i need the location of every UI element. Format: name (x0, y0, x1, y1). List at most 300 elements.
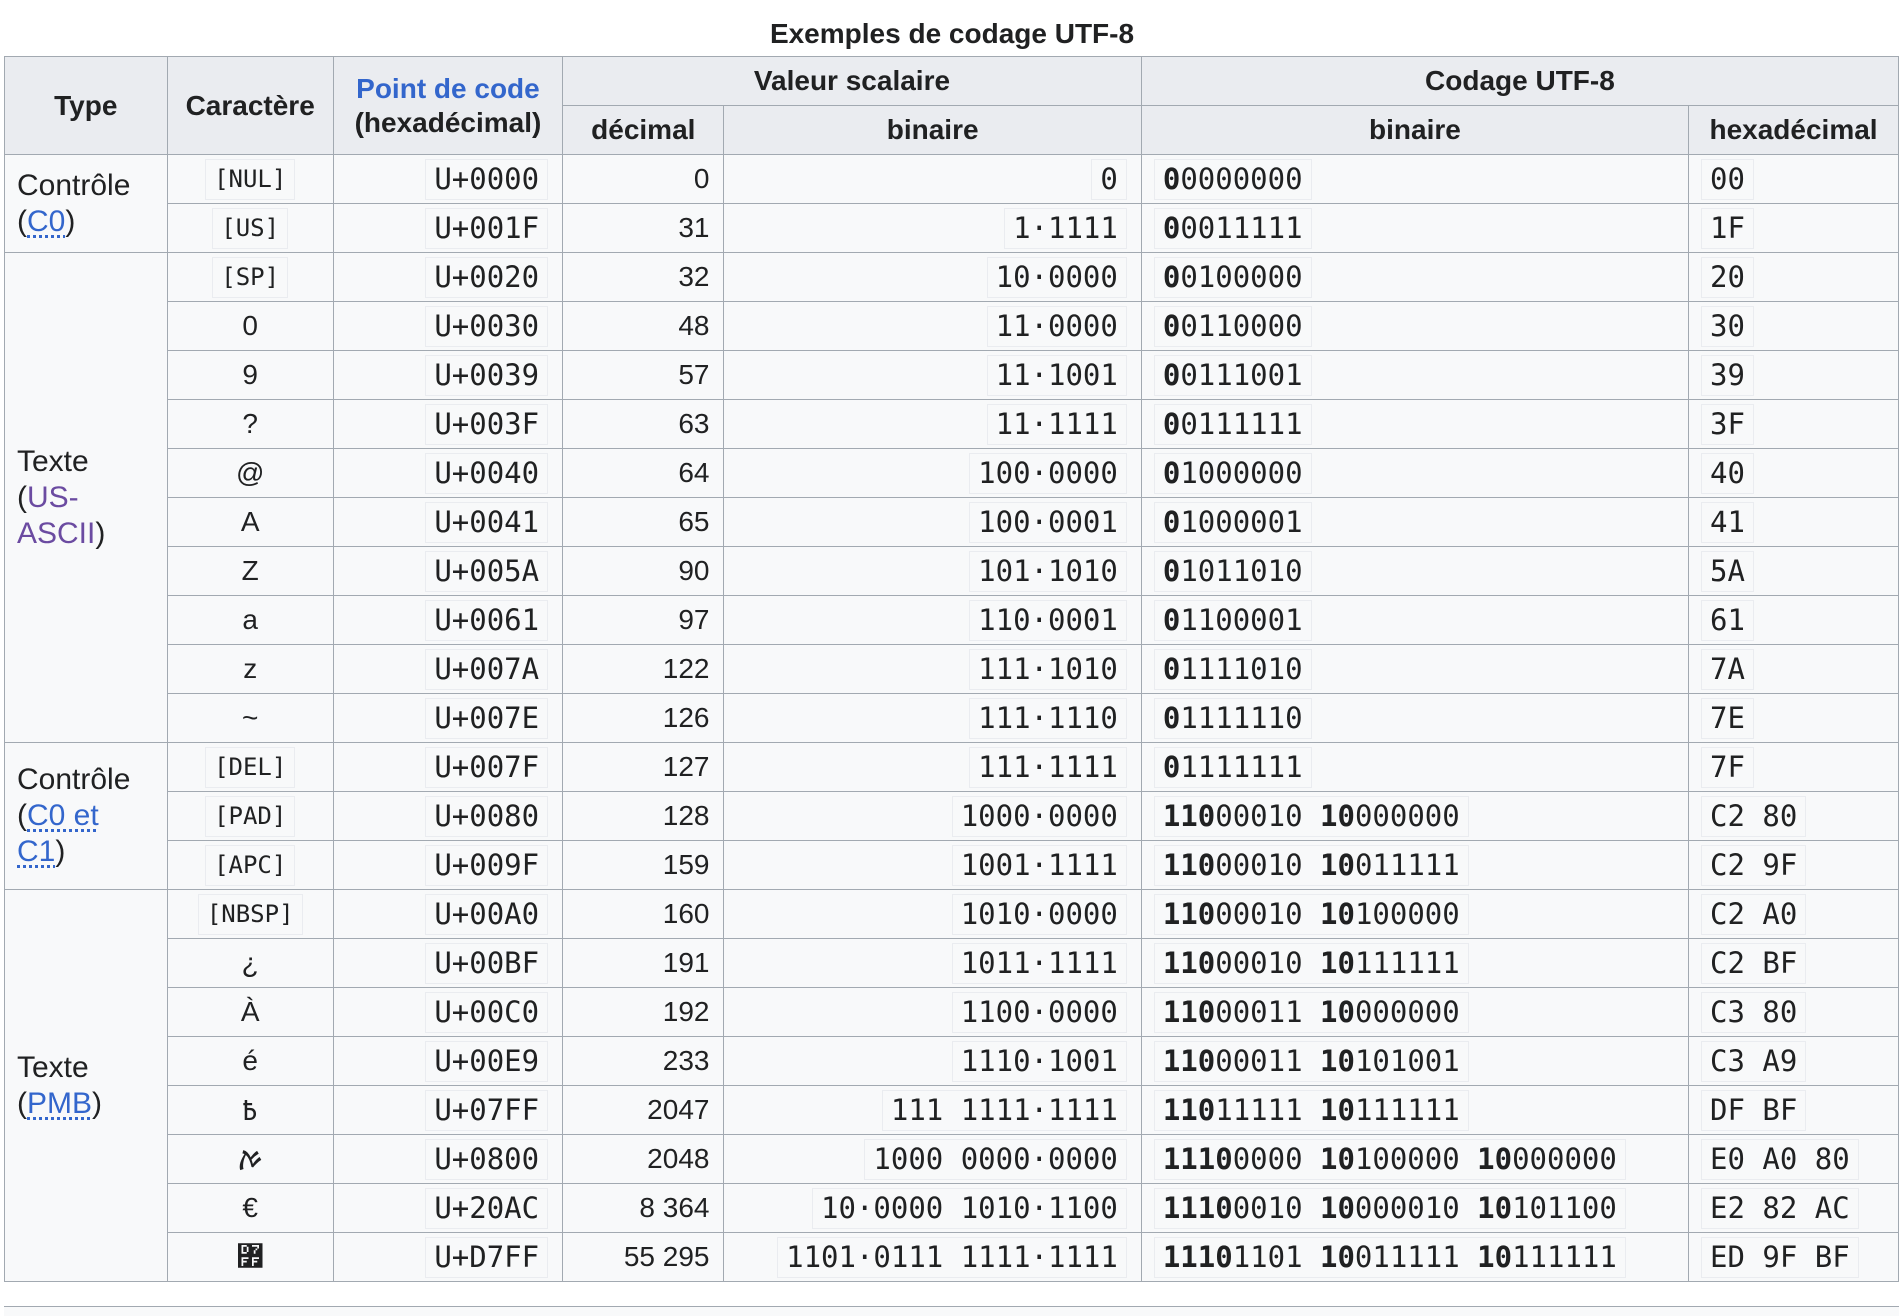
binary-code: 111·1010 (969, 649, 1127, 690)
decimal-cell: 192 (563, 988, 724, 1037)
utf8-binary-code (1154, 1090, 1469, 1131)
utf8-binary-cell (1141, 449, 1688, 498)
utf8-binary-code (1154, 943, 1469, 984)
codepoint-code: U+005A (425, 551, 548, 592)
utf8-binary-code (1154, 1139, 1626, 1180)
utf8-payload: 100000 (1354, 896, 1460, 931)
utf8-lead-bits: 0 (1162, 161, 1181, 196)
type-cell (5, 743, 168, 890)
hex-code: 41 (1701, 502, 1754, 543)
utf8-binary-code (1154, 796, 1469, 837)
utf8-payload: 0111001 (1180, 357, 1303, 392)
hex-code: C2 9F (1701, 845, 1806, 886)
codepoint-cell (333, 547, 562, 596)
type-link[interactable]: C0 et C1 (17, 799, 99, 868)
table-row (5, 988, 1899, 1037)
utf8-cont-bits: 10 (1477, 1141, 1513, 1176)
binary-cell (724, 547, 1141, 596)
table-row (5, 498, 1899, 547)
utf8-cont-bits: 10 (1320, 1092, 1355, 1127)
codepoint-cell (333, 351, 562, 400)
utf8-payload: 101001 (1354, 1043, 1460, 1078)
utf8-cont-bits: 10 (1320, 896, 1355, 931)
utf8-binary-code (1154, 551, 1312, 592)
type-close-paren: ) (55, 835, 66, 868)
table-row (5, 1086, 1899, 1135)
hex-code: C3 80 (1701, 992, 1806, 1033)
utf8-cont-bits: 10 (1320, 1043, 1355, 1078)
table-row (5, 547, 1899, 596)
codepoint-code: U+07FF (425, 1090, 548, 1131)
binary-code: 111·1111 (969, 747, 1127, 788)
table-row (5, 449, 1899, 498)
binary-cell (724, 204, 1141, 253)
char-code: [US] (212, 208, 288, 249)
utf8-payload: 0100000 (1180, 259, 1303, 294)
utf8-payload: 0111111 (1180, 406, 1303, 441)
hex-code: 3F (1701, 404, 1754, 445)
hex-cell (1689, 1135, 1899, 1184)
binary-code: 11·1111 (987, 404, 1127, 445)
utf8-lead-bits: 1110 (1162, 1141, 1233, 1176)
binary-code: 100·0000 (969, 453, 1127, 494)
hex-cell (1689, 1233, 1899, 1282)
codepoint-code: U+20AC (425, 1188, 548, 1229)
char-cell (167, 253, 333, 302)
utf8-binary-cell (1141, 302, 1688, 351)
codepoint-code: U+00C0 (425, 992, 548, 1033)
utf8-binary-cell (1141, 988, 1688, 1037)
decimal-cell: 48 (563, 302, 724, 351)
char-cell (167, 596, 333, 645)
codepoint-code: U+0020 (425, 257, 548, 298)
decimal-cell: 63 (563, 400, 724, 449)
binary-code: 1010·0000 (952, 894, 1127, 935)
char-value: ¿ (241, 947, 259, 978)
table-row (5, 204, 1899, 253)
utf8-binary-cell (1141, 792, 1688, 841)
table-row (5, 155, 1899, 204)
type-label: Texte (17, 1050, 89, 1084)
char-value: @ (235, 457, 265, 488)
type-link[interactable]: US-ASCII (17, 480, 96, 550)
header-utf8: Codage UTF-8 (1141, 57, 1898, 106)
codepoint-cell (333, 155, 562, 204)
hex-code: 30 (1701, 306, 1754, 347)
char-value: À (240, 996, 260, 1027)
utf8-binary-cell (1141, 645, 1688, 694)
hex-code: ED 9F BF (1701, 1237, 1859, 1278)
utf8-lead-bits: 1110 (1162, 1239, 1233, 1274)
utf8-payload: 011111 (1354, 847, 1460, 882)
codepoint-code: U+009F (425, 845, 548, 886)
utf8-lead-bits: 110 (1162, 1092, 1216, 1127)
header-hex: hexadécimal (1689, 106, 1899, 155)
hex-code: C3 A9 (1701, 1041, 1806, 1082)
decimal-cell: 57 (563, 351, 724, 400)
utf8-binary-cell (1141, 939, 1688, 988)
codepoint-cell (333, 743, 562, 792)
codepoint-code: U+0800 (425, 1139, 548, 1180)
utf8-binary-code (1154, 355, 1312, 396)
decimal-cell: 159 (563, 841, 724, 890)
utf8-binary-cell (1141, 1037, 1688, 1086)
char-value: ߿ (242, 1095, 259, 1126)
hex-cell (1689, 596, 1899, 645)
utf8-binary-cell (1141, 1135, 1688, 1184)
hex-code: DF BF (1701, 1090, 1806, 1131)
utf8-payload: 0010 (1232, 1190, 1303, 1225)
hex-code: 61 (1701, 600, 1754, 641)
binary-cell (724, 939, 1141, 988)
hex-code: 5A (1701, 551, 1754, 592)
char-value: € (242, 1192, 258, 1223)
table-caption: Exemples de codage UTF-8 (769, 18, 1135, 49)
utf8-binary-cell (1141, 890, 1688, 939)
codepoint-cell (333, 1135, 562, 1184)
utf8-payload: 0000000 (1180, 161, 1303, 196)
utf8-lead-bits: 0 (1162, 504, 1181, 539)
utf8-binary-cell (1141, 204, 1688, 253)
char-value: A (240, 506, 260, 537)
decimal-cell: 2047 (563, 1086, 724, 1135)
codepoint-code: U+D7FF (425, 1237, 548, 1278)
hex-code: 40 (1701, 453, 1754, 494)
utf8-binary-code (1154, 698, 1312, 739)
utf8-binary-cell (1141, 743, 1688, 792)
codepoint-cell (333, 204, 562, 253)
binary-code: 1·1111 (1004, 208, 1127, 249)
utf8-lead-bits: 0 (1162, 553, 1181, 588)
char-cell (167, 939, 333, 988)
hex-code: 7A (1701, 649, 1754, 690)
hex-code: C2 A0 (1701, 894, 1806, 935)
codepoint-code: U+007E (425, 698, 548, 739)
hex-cell (1689, 1037, 1899, 1086)
utf8-payload: 1000000 (1180, 455, 1303, 490)
binary-code: 1100·0000 (952, 992, 1127, 1033)
type-close-paren: ) (95, 516, 106, 550)
utf8-cont-bits: 10 (1320, 945, 1355, 980)
binary-code: 101·1010 (969, 551, 1127, 592)
utf8-payload: 1100001 (1180, 602, 1303, 637)
codepoint-cell (333, 694, 562, 743)
hex-code: C2 BF (1701, 943, 1806, 984)
binary-cell (724, 792, 1141, 841)
binary-code: 10·0000 1010·1100 (812, 1188, 1127, 1229)
codepoint-code: U+0061 (425, 600, 548, 641)
codepoint-code: U+0000 (425, 159, 548, 200)
utf8-binary-code (1154, 306, 1312, 347)
char-cell (167, 645, 333, 694)
binary-code: 1101·0111 1111·1111 (777, 1237, 1127, 1278)
codepoint-cell (333, 1184, 562, 1233)
utf8-binary-code (1154, 992, 1469, 1033)
utf8-binary-cell (1141, 498, 1688, 547)
utf8-payload: 11111 (1215, 1092, 1303, 1127)
utf8-payload: 1011010 (1180, 553, 1303, 588)
utf8-payload: 111111 (1512, 1239, 1617, 1274)
utf8-lead-bits: 1110 (1162, 1190, 1233, 1225)
decimal-cell: 191 (563, 939, 724, 988)
binary-cell (724, 890, 1141, 939)
type-open-paren: ( (17, 204, 27, 238)
char-value: a (242, 604, 258, 635)
utf8-lead-bits: 110 (1162, 994, 1216, 1029)
char-value: é (242, 1045, 258, 1076)
binary-cell (724, 841, 1141, 890)
char-cell (167, 1184, 333, 1233)
utf8-lead-bits: 0 (1162, 651, 1181, 686)
utf8-lead-bits: 0 (1162, 602, 1181, 637)
char-code: [APC] (205, 845, 295, 886)
utf8-binary-code (1154, 845, 1469, 886)
decimal-cell: 122 (563, 645, 724, 694)
header-type: Type (5, 57, 168, 155)
char-cell (167, 988, 333, 1037)
utf8-lead-bits: 110 (1162, 945, 1216, 980)
table-row (5, 1135, 1899, 1184)
utf8-payload: 00010 (1215, 798, 1303, 833)
utf8-payload: 1111010 (1180, 651, 1303, 686)
utf8-cont-bits: 10 (1320, 1239, 1355, 1274)
binary-code: 100·0001 (969, 502, 1127, 543)
char-cell (167, 302, 333, 351)
utf8-binary-code (1154, 1041, 1469, 1082)
hex-cell (1689, 841, 1899, 890)
hex-cell (1689, 302, 1899, 351)
utf8-binary-cell (1141, 694, 1688, 743)
hex-cell (1689, 939, 1899, 988)
utf8-payload: 011111 (1354, 1239, 1460, 1274)
utf8-payload: 1111110 (1180, 700, 1303, 735)
utf8-lead-bits: 110 (1162, 896, 1216, 931)
codepoint-code: U+0080 (425, 796, 548, 837)
binary-cell (724, 645, 1141, 694)
char-code: [SP] (212, 257, 288, 298)
codepoint-code: U+00E9 (425, 1041, 548, 1082)
decimal-cell: 2048 (563, 1135, 724, 1184)
hex-cell (1689, 155, 1899, 204)
binary-code: 0 (1091, 159, 1126, 200)
hex-cell (1689, 449, 1899, 498)
codepoint-link[interactable]: Point de code (356, 72, 540, 104)
utf8-cont-bits: 10 (1320, 1190, 1355, 1225)
codepoint-code: U+00A0 (425, 894, 548, 935)
table-row (5, 400, 1899, 449)
utf8-payload: 00010 (1215, 896, 1303, 931)
utf8-binary-code (1154, 453, 1312, 494)
decimal-cell: 128 (563, 792, 724, 841)
table-row (5, 1037, 1899, 1086)
codepoint-cell (333, 596, 562, 645)
utf8-lead-bits: 0 (1162, 406, 1181, 441)
utf8-binary-code (1154, 649, 1312, 690)
utf8-binary-cell (1141, 253, 1688, 302)
utf8-lead-bits: 0 (1162, 455, 1181, 490)
decimal-cell: 64 (563, 449, 724, 498)
binary-cell (724, 694, 1141, 743)
utf8-payload: 000000 (1354, 994, 1460, 1029)
header-char: Caractère (167, 57, 333, 155)
hex-code: 39 (1701, 355, 1754, 396)
table-row (5, 939, 1899, 988)
binary-cell (724, 498, 1141, 547)
hex-cell (1689, 400, 1899, 449)
table-row (5, 351, 1899, 400)
utf8-lead-bits: 0 (1162, 700, 1181, 735)
binary-cell (724, 302, 1141, 351)
utf8-payload: 1000001 (1180, 504, 1303, 539)
utf8-lead-bits: 110 (1162, 798, 1216, 833)
utf8-binary-code (1154, 747, 1312, 788)
utf8-binary-cell (1141, 1184, 1688, 1233)
utf8-binary-code (1154, 894, 1469, 935)
utf8-binary-cell (1141, 400, 1688, 449)
utf8-cont-bits: 10 (1477, 1239, 1513, 1274)
table-row (5, 1184, 1899, 1233)
binary-cell (724, 1233, 1141, 1282)
codepoint-code: U+003F (425, 404, 548, 445)
binary-code: 1110·1001 (952, 1041, 1127, 1082)
codepoint-cell (333, 253, 562, 302)
type-label: Contrôle (17, 168, 131, 202)
hex-cell (1689, 498, 1899, 547)
utf8-binary-cell (1141, 841, 1688, 890)
char-value: 0 (242, 310, 258, 341)
utf8-payload: 000000 (1512, 1141, 1617, 1176)
utf8-binary-code (1154, 1237, 1626, 1278)
decimal-cell: 8 364 (563, 1184, 724, 1233)
hex-cell (1689, 1086, 1899, 1135)
utf8-lead-bits: 0 (1162, 210, 1181, 245)
binary-cell (724, 253, 1141, 302)
utf8-lead-bits: 110 (1162, 1043, 1216, 1078)
binary-code: 110·0001 (969, 600, 1127, 641)
char-cell (167, 1086, 333, 1135)
hex-code: 00 (1701, 159, 1754, 200)
codepoint-cell (333, 841, 562, 890)
codepoint-cell (333, 645, 562, 694)
utf8-payload: 111111 (1354, 1092, 1460, 1127)
char-value: ~ (242, 702, 259, 733)
hex-code: 1F (1701, 208, 1754, 249)
hex-code: 20 (1701, 257, 1754, 298)
binary-code: 1011·1111 (952, 943, 1127, 984)
utf8-binary-cell (1141, 351, 1688, 400)
codepoint-cell (333, 792, 562, 841)
hex-cell (1689, 645, 1899, 694)
decimal-cell: 65 (563, 498, 724, 547)
header-binary: binaire (724, 106, 1141, 155)
decimal-cell: 233 (563, 1037, 724, 1086)
binary-code: 111·1110 (969, 698, 1127, 739)
binary-code: 1000 0000·0000 (864, 1139, 1126, 1180)
utf8-cont-bits: 10 (1320, 994, 1355, 1029)
utf8-lead-bits: 0 (1162, 357, 1181, 392)
header-decimal: décimal (563, 106, 724, 155)
char-cell (167, 890, 333, 939)
decimal-cell: 126 (563, 694, 724, 743)
binary-cell (724, 1037, 1141, 1086)
codepoint-cell (333, 890, 562, 939)
binary-code: 1001·1111 (952, 845, 1127, 886)
hex-code: 7F (1701, 747, 1754, 788)
hex-code: E2 82 AC (1701, 1188, 1859, 1229)
char-cell (167, 498, 333, 547)
binary-cell (724, 743, 1141, 792)
binary-cell (724, 1135, 1141, 1184)
char-cell (167, 351, 333, 400)
decimal-cell: 31 (563, 204, 724, 253)
table-row (5, 645, 1899, 694)
utf8-payload: 0110000 (1180, 308, 1303, 343)
type-open-paren: ( (17, 799, 27, 832)
utf8-payload: 111111 (1354, 945, 1460, 980)
char-cell (167, 792, 333, 841)
char-value: ? (242, 408, 258, 439)
table-row (5, 694, 1899, 743)
type-link[interactable]: C0 (27, 204, 66, 238)
utf8-binary-code (1154, 159, 1312, 200)
hex-code: C2 80 (1701, 796, 1806, 837)
hex-cell (1689, 890, 1899, 939)
utf8-payload: 000010 (1354, 1190, 1460, 1225)
codepoint-code: U+007F (425, 747, 548, 788)
codepoint-sub: (hexadécimal) (354, 106, 542, 138)
utf8-binary-code (1154, 404, 1312, 445)
type-close-paren: ) (65, 204, 76, 238)
char-code: [DEL] (205, 747, 295, 788)
char-code: [NBSP] (198, 894, 303, 935)
utf8-payload: 00010 (1215, 945, 1303, 980)
codepoint-cell (333, 988, 562, 1037)
type-close-paren: ) (92, 1086, 103, 1120)
utf8-binary-cell (1141, 596, 1688, 645)
decimal-cell: 90 (563, 547, 724, 596)
utf8-binary-cell (1141, 547, 1688, 596)
binary-cell (724, 1184, 1141, 1233)
binary-code: 11·1001 (987, 355, 1127, 396)
type-link[interactable]: PMB (27, 1086, 93, 1120)
codepoint-code: U+0030 (425, 306, 548, 347)
codepoint-code: U+0040 (425, 453, 548, 494)
utf8-binary-code (1154, 208, 1312, 249)
utf8-table (4, 56, 1899, 1282)
codepoint-cell (333, 939, 562, 988)
utf8-payload: 00011 (1215, 994, 1303, 1029)
type-open-paren: ( (17, 480, 27, 514)
hex-code: E0 A0 80 (1701, 1139, 1859, 1180)
char-value: 9 (242, 359, 258, 390)
hex-cell (1689, 204, 1899, 253)
char-value: ퟿ (236, 1241, 265, 1272)
utf8-lead-bits: 110 (1162, 847, 1216, 882)
type-cell (5, 890, 168, 1282)
type-cell (5, 155, 168, 253)
table-row (5, 890, 1899, 939)
char-cell (167, 1135, 333, 1184)
char-cell (167, 1037, 333, 1086)
char-cell (167, 743, 333, 792)
decimal-cell: 160 (563, 890, 724, 939)
hex-cell (1689, 792, 1899, 841)
utf8-binary-code (1154, 1188, 1626, 1229)
binary-cell (724, 1086, 1141, 1135)
char-code: [NUL] (205, 159, 295, 200)
codepoint-code: U+001F (425, 208, 548, 249)
decimal-cell: 32 (563, 253, 724, 302)
